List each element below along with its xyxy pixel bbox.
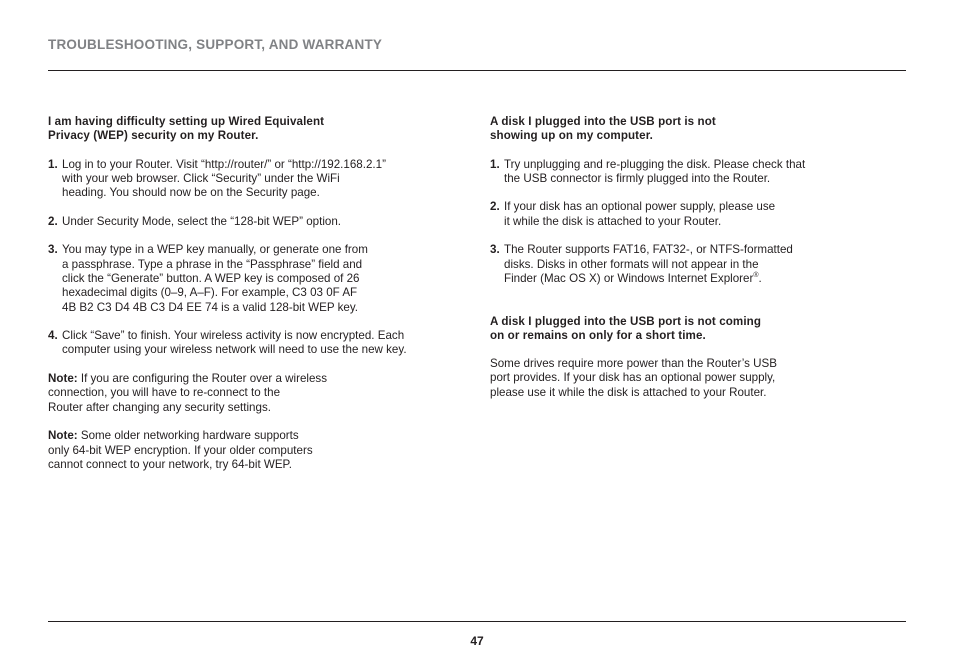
item-number: 3.	[48, 243, 58, 257]
note-label: Note:	[48, 372, 78, 386]
item-number: 4.	[48, 329, 58, 343]
list-item	[48, 243, 468, 314]
usb-power-paragraph: Some drives require more power than the Router’s USB port provides. If your disk has an optional power supply, please use it while the disk is attached to your Router.	[490, 357, 777, 399]
header-rule	[48, 70, 906, 71]
item-text: Log in to your Router. Visit “http://router/” or “http://192.168.2.1” with your web browser. Click “Security” under the WiFi heading. You should now be on the Security page.	[62, 157, 386, 200]
usb-not-showing-heading: A disk I plugged into the USB port is not showing up on my computer.	[490, 115, 716, 143]
item-number: 3.	[490, 243, 500, 257]
list-item	[490, 158, 870, 187]
note-64bit: Note: Some older networking hardware supports only 64-bit WEP encryption. If your older computers cannot connect to your network, try 64-bit WEP.	[48, 429, 313, 471]
item-text: You may type in a WEP key manually, or generate one from a passphrase. Type a phrase in the “Passphrase” field and click the “Generate” button. A WEP key is composed of 26 hexadecimal digits (0–9, A–F). For example, C3 03 0F AF 4B B2 C3 D4 4B C3 D4 EE 74 is a valid 128-bit WEP key.	[62, 243, 368, 314]
item-number: 1.	[490, 157, 500, 171]
left-column	[48, 115, 468, 486]
wep-question-heading: I am having difficulty setting up Wired Equivalent Privacy (WEP) security on my Router.	[48, 115, 325, 143]
note-label: Note:	[48, 429, 78, 443]
item-text: The Router supports FAT16, FAT32-, or NTFS-formatted disks. Disks in other formats will not appear in the Finder (Mac OS X) or Windows Internet Explorer®.	[504, 243, 793, 285]
list-item	[48, 329, 468, 358]
item-number: 1.	[48, 157, 58, 171]
item-text: If your disk has an optional power supply, please use it while the disk is attached to your Router.	[504, 200, 776, 228]
list-item	[490, 243, 870, 286]
list-item	[48, 158, 468, 201]
item-text: Under Security Mode, select the “128-bit WEP” option.	[62, 214, 342, 228]
note-reconnect: Note: If you are configuring the Router over a wireless connection, you will have to re-connect to the Router after changing any security settings.	[48, 372, 328, 414]
registered-mark: ®	[753, 272, 759, 280]
item-number: 2.	[490, 200, 500, 214]
item-number: 2.	[48, 214, 58, 228]
footer-rule	[48, 621, 906, 622]
right-column	[490, 115, 870, 400]
list-item	[490, 200, 870, 229]
list-item	[48, 215, 468, 229]
usb-power-heading: A disk I plugged into the USB port is not coming on or remains on only for a short time.	[490, 314, 762, 342]
page-number: 47	[470, 634, 484, 648]
item-text: Try unplugging and re-plugging the disk. Please check that the USB connector is firmly plugged into the Router.	[504, 157, 806, 185]
section-spacer	[490, 301, 870, 315]
item-text: Click “Save” to finish. Your wireless activity is now encrypted. Each computer using your wireless network will need to use the new key.	[62, 329, 407, 357]
running-header: TROUBLESHOOTING, SUPPORT, AND WARRANTY	[48, 37, 383, 52]
